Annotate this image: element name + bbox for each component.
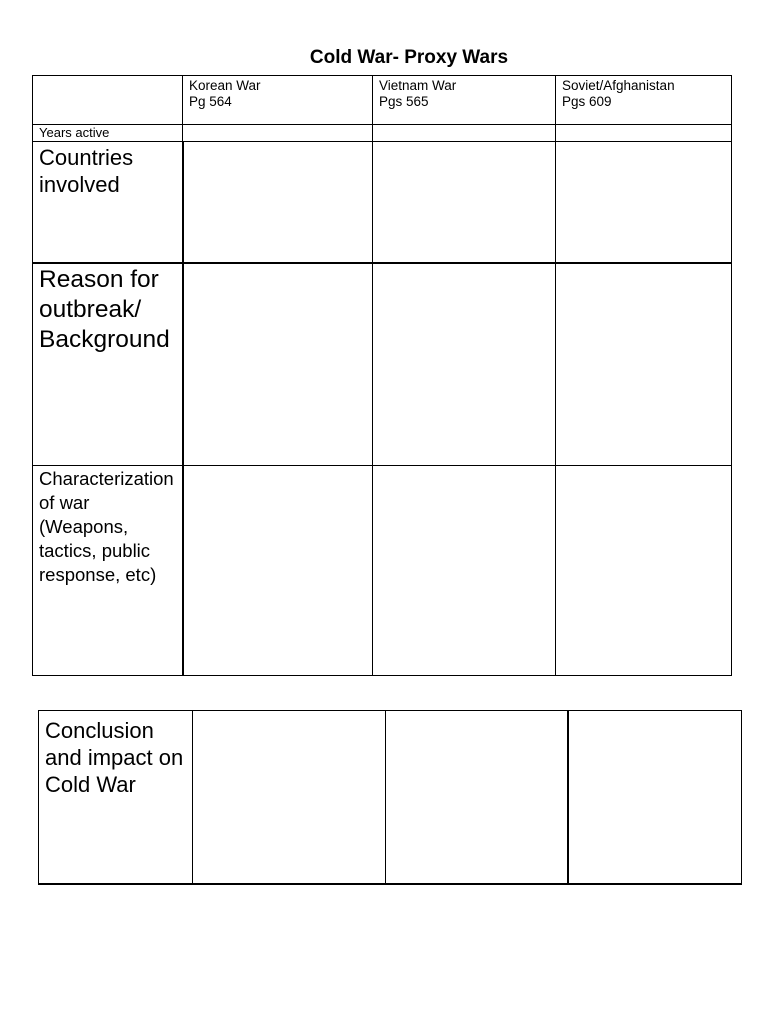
- answer-cell[interactable]: [386, 711, 568, 884]
- column-pages: Pgs 609: [562, 94, 612, 109]
- answer-cell[interactable]: [373, 263, 556, 466]
- row-years-active: [33, 125, 732, 142]
- page-title: Cold War- Proxy Wars: [309, 47, 509, 68]
- answer-cell[interactable]: [183, 142, 373, 263]
- answer-cell[interactable]: [556, 263, 732, 466]
- answer-cell[interactable]: [568, 711, 742, 884]
- answer-cell[interactable]: [193, 711, 386, 884]
- header-korean-war: [183, 76, 373, 125]
- row-label-years: Years active: [33, 125, 183, 142]
- column-name: Soviet/Afghanistan: [562, 78, 675, 93]
- answer-cell[interactable]: [556, 142, 732, 263]
- column-name: Vietnam War: [379, 78, 457, 93]
- answer-cell[interactable]: [373, 125, 556, 142]
- row-label-characterization: Characterization of war (Weapons, tactics, public response, etc): [33, 466, 183, 676]
- conclusion-table: [38, 710, 742, 885]
- header-corner-cell: [33, 76, 183, 125]
- header-row: [33, 76, 732, 125]
- answer-cell[interactable]: [373, 142, 556, 263]
- proxy-wars-table: [32, 75, 732, 676]
- answer-cell[interactable]: [556, 125, 732, 142]
- row-reason-background: [33, 263, 732, 466]
- answer-cell[interactable]: [556, 466, 732, 676]
- header-vietnam-war: [373, 76, 556, 125]
- answer-cell[interactable]: [183, 263, 373, 466]
- header-soviet-afghanistan: [556, 76, 732, 125]
- answer-cell[interactable]: [183, 125, 373, 142]
- column-pages: Pgs 565: [379, 94, 429, 109]
- row-label-countries: Countries involved: [33, 142, 183, 263]
- row-countries-involved: [33, 142, 732, 263]
- row-label-reason: Reason for outbreak/ Background: [33, 263, 183, 466]
- row-characterization: [33, 466, 732, 676]
- column-name: Korean War: [189, 78, 261, 93]
- answer-cell[interactable]: [373, 466, 556, 676]
- row-conclusion: [39, 711, 742, 884]
- column-pages: Pg 564: [189, 94, 232, 109]
- row-label-conclusion: Conclusion and impact on Cold War: [39, 711, 193, 884]
- answer-cell[interactable]: [183, 466, 373, 676]
